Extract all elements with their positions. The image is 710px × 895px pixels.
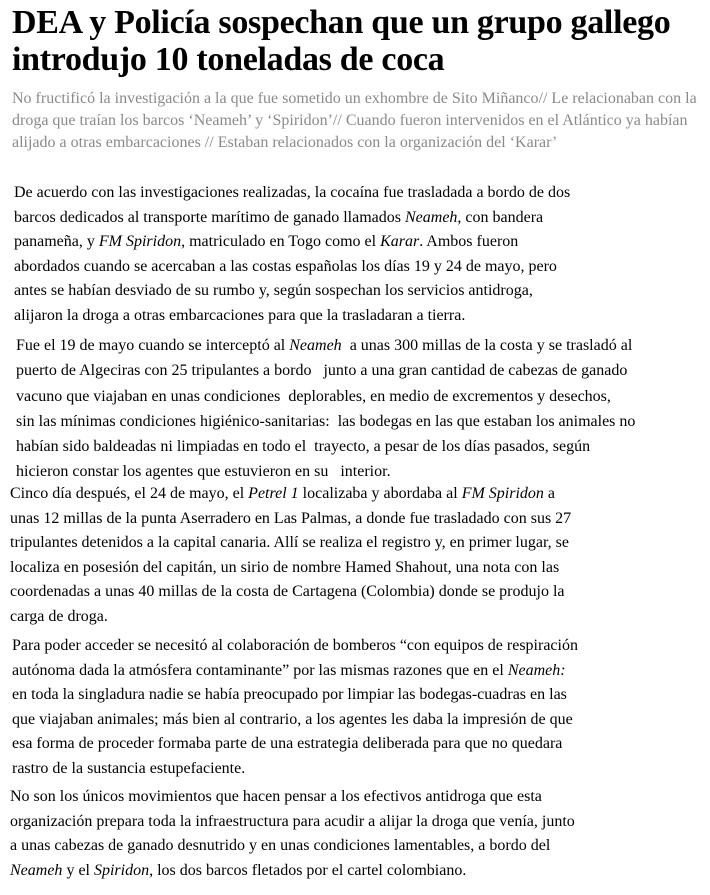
ship-name: Neameh — [404, 208, 458, 226]
p3-line-5: coordenadas a unas 40 millas de la costa de Cartagena (Colombia) donde se produjo la — [10, 583, 565, 600]
p4-line-3: en toda la singladura nadie se había preocupado por limpiar las bodegas-cuadras en las — [12, 686, 567, 703]
p5-line-4: Neameh y el Spiridon, los dos barcos fletados por el cartel colombiano. — [10, 861, 467, 879]
ship-name: Petrel 1 — [248, 485, 299, 502]
ship-name: FM Spiridon — [98, 233, 182, 250]
p5-line-2: organización prepara toda la infraestructura para acudir a alijar la droga que venía, junto — [10, 812, 575, 830]
article-title: DEA y Policía sospechan que un grupo gallego introdujo 10 toneladas de coca — [12, 4, 671, 78]
p3-line-1: Cinco día después, el 24 de mayo, el Petrel 1 localizaba y abordaba al FM Spiridon a — [10, 485, 556, 502]
paragraph-3 — [10, 482, 700, 629]
article-subheadline: No fructificó la investigación a la que fue sometido un exhombre de Sito Miñanco// Le relacionaban con la droga que traían los barcos ‘Neameh’ y ‘Spiridon’// Cuando fueron intervenidos en el Atlántico ya habían alijado a otras embarcaciones // Estaban relacionados con la organización del ‘Karar’ — [12, 90, 697, 151]
p3-line-4: localiza en posesión del capitán, un sirio de nombre Hamed Shahout, una nota con las — [10, 558, 560, 576]
p1-line-3: panameña, y FM Spiridon, matriculado en Togo como el Karar. Ambos fueron — [14, 233, 519, 250]
p5-line-3: a unas cabezas de ganado desnutrido y en unas condiciones lamentables, a bordo del — [10, 837, 551, 854]
p1-line-5: antes se habían desviado de su rumbo y, según sospechan los servicios antidroga, — [14, 282, 533, 299]
p3-line-3: tripulantes detenidos a la capital canaria. Allí se realiza el registro y, en primer lugar, se — [10, 534, 569, 551]
paragraph-4 — [12, 634, 702, 781]
p4-line-6: rastro de la sustancia estupefaciente. — [12, 759, 246, 777]
p2-line-5: habían sido baldeadas ni limpiadas en todo el trayecto, a pesar de los días pasados, según — [16, 438, 591, 456]
p1-line-2: barcos dedicados al transporte marítimo de ganado llamados Neameh, con bandera — [14, 208, 544, 226]
p4-line-2: autónoma dada la atmósfera contaminante” por las mismas razones que en el Neameh: — [12, 661, 566, 679]
p4-line-5: esa forma de proceder formaba parte de una estrategia deliberada para que no quedara — [12, 735, 563, 752]
ship-name: Neameh — [289, 337, 342, 354]
p5-line-1: No son los únicos movimientos que hacen pensar a los efectivos antidroga que esta — [10, 788, 542, 805]
p2-line-1: Fue el 19 de mayo cuando se interceptó al Neameh a unas 300 millas de la costa y se trasladó al — [16, 337, 633, 354]
p1-line-4: abordados cuando se acercaban a las costas españolas los días 19 y 24 de mayo, pero — [14, 257, 557, 275]
paragraph-1 — [14, 181, 704, 328]
paragraph-5 — [10, 785, 700, 883]
p3-line-2: unas 12 millas de la punta Aserradero en Las Palmas, a donde fue trasladado con sus 27 — [10, 509, 572, 527]
p2-line-4: sin las mínimas condiciones higiénico-sanitarias: las bodegas en las que estaban los animales no — [16, 412, 636, 430]
p4-line-1: Para poder acceder se necesitó al colaboración de bomberos “con equipos de respiración — [12, 637, 578, 654]
p2-line-3: vacuno que viajaban en unas condiciones deplorables, en medio de excrementos y desechos, — [16, 387, 611, 405]
ship-name: Neameh: — [507, 661, 566, 679]
ship-name: FM Spiridon — [461, 485, 544, 502]
ship-name: Spiridon — [93, 861, 150, 879]
p4-line-4: que viajaban animales; más bien al contrario, a los agentes les daba la impresión de que — [12, 710, 573, 728]
paragraph-2 — [16, 333, 706, 485]
ship-name: Neameh — [10, 861, 63, 879]
p1-line-1: De acuerdo con las investigaciones realizadas, la cocaína fue trasladada a bordo de dos — [14, 184, 571, 201]
p2-line-2: puerto de Algeciras con 25 tripulantes a bordo junto a una gran cantidad de cabezas de ganado — [16, 362, 628, 380]
ship-name: Karar — [380, 233, 420, 250]
p1-line-6: alijaron la droga a otras embarcaciones para que la trasladaran a tierra. — [14, 306, 466, 324]
p2-line-6: hicieron constar los agentes que estuvieron en su interior. — [16, 463, 391, 481]
p3-line-6: carga de droga. — [10, 607, 108, 625]
